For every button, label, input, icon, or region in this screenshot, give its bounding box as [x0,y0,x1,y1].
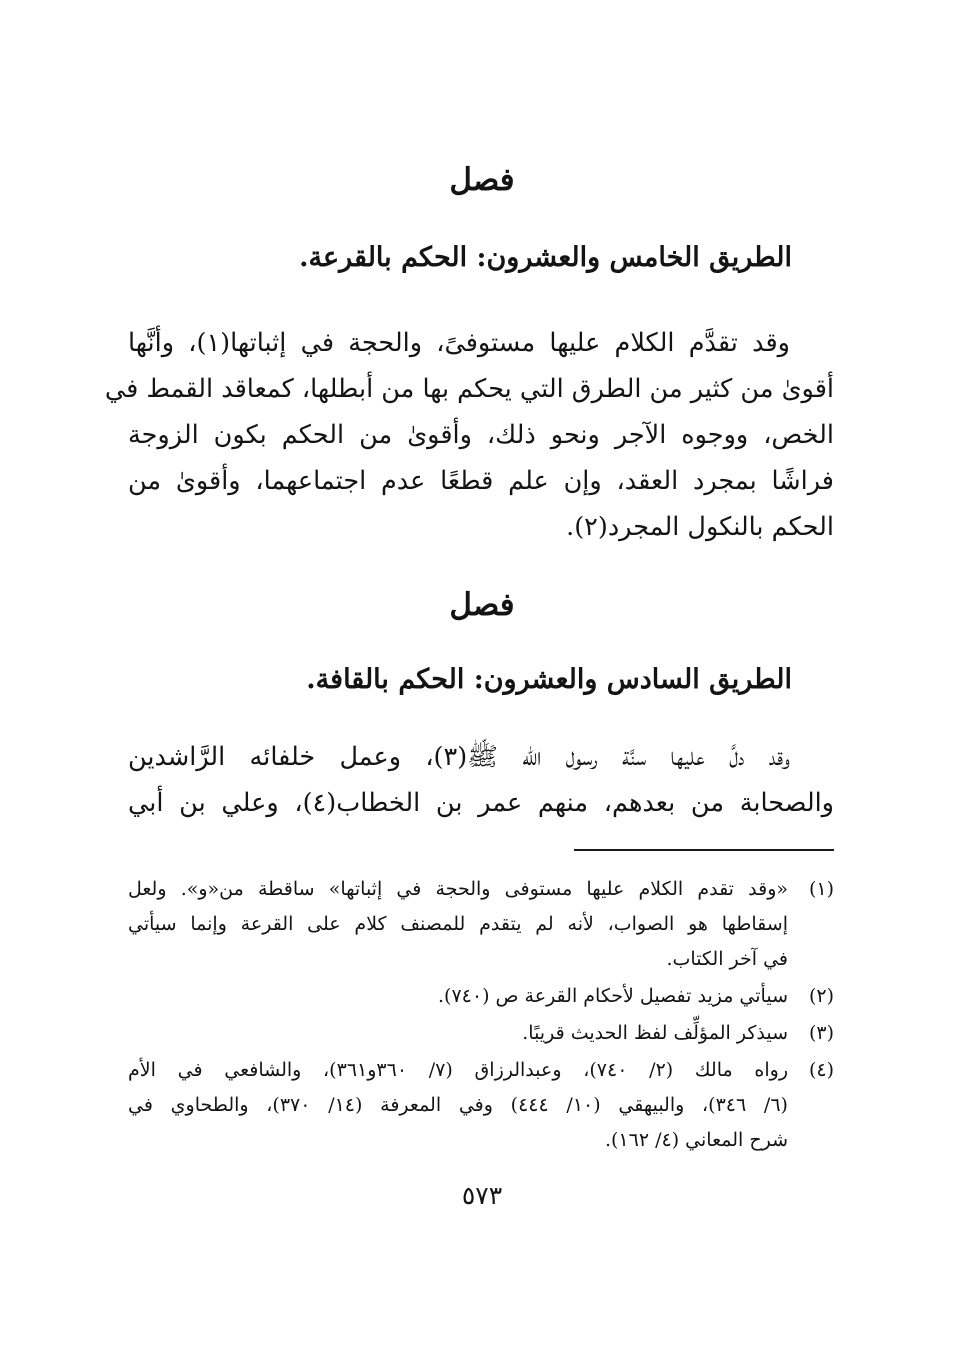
footnote-line: رواه مالك (٢/ ٧٤٠)، وعبدالرزاق (٧/ ٣٦٠و٣٦١)، والشافعي في الأم [128,1059,789,1081]
footnote-text [128,1016,788,1051]
footnote-line: (٦/ ٣٤٦)، والبيهقي (١٠/ ٤٤٤) وفي المعرفة (١٤/ ٣٧٠)، والطحاوي في [128,1094,788,1116]
footnote-line: سيأتي مزيد تفصيل لأحكام القرعة ص (٧٤٠). [438,985,788,1007]
footnote-3 [128,1016,834,1051]
paragraph-line: أقوىٰ من كثير من الطرق التي يحكم بها من أبطلها، كمعاقد القمط في [104,374,834,404]
paragraph-line: فراشًا بمجرد العقد، وإن علم قطعًا عدم اجتماعهما، وأقوىٰ من [128,466,834,496]
section-heading-1: فصل [449,162,515,198]
section-subheading-1: الطريق الخامس والعشرون: الحكم بالقرعة. [299,242,792,273]
footnote-number: (٤) [808,1059,834,1081]
paragraph-line: الحكم بالنكول المجرد(٢). [566,512,834,542]
footnote-1 [128,872,834,977]
paragraph-line: وقد دلَّ عليها سنَّة رسول الله ﷺ(٣)، وعمل خلفائه الرَّاشدين [128,742,791,772]
footnote-line: شرح المعاني (٤/ ١٦٢). [604,1129,788,1151]
paragraph-line: الخص، ووجوه الآجر ونحو ذلك، وأقوىٰ من الحكم بكون الزوجة [128,420,834,450]
paragraph-1 [104,320,834,550]
section-subheading-2: الطريق السادس والعشرون: الحكم بالقافة. [306,664,792,695]
footnote-text [128,1053,788,1158]
footnote-number: (٣) [808,1022,834,1044]
paragraph-line: وقد تقدَّم الكلام عليها مستوفىً، والحجة في إثباتها(١)، وأنَّها [128,328,790,358]
footnote-number: (٢) [808,985,834,1007]
footnote-line: «وقد تقدم الكلام عليها مستوفى والحجة في إثباتها» ساقطة من«و». ولعل [128,878,788,900]
paragraph-2 [128,734,834,826]
footnote-number: (١) [808,878,834,900]
footnotes-list [128,872,834,1160]
page-number: ٥٧٣ [461,1181,503,1210]
footnote-line: في آخر الكتاب. [666,948,788,970]
paragraph-line: والصحابة من بعدهم، منهم عمر بن الخطاب(٤)، وعلي بن أبي [128,788,834,818]
footnote-text [128,979,788,1014]
footnote-text [128,872,788,977]
footnote-4 [128,1053,834,1158]
footnote-separator [574,849,834,851]
footnote-line: إسقاطها هو الصواب، لأنه لم يتقدم للمصنف كلام على القرعة وإنما سيأتي [128,913,788,935]
footnote-2 [128,979,834,1014]
section-heading-2: فصل [449,587,515,623]
footnote-line: سيذكر المؤلِّف لفظ الحديث قريبًا. [522,1022,788,1044]
